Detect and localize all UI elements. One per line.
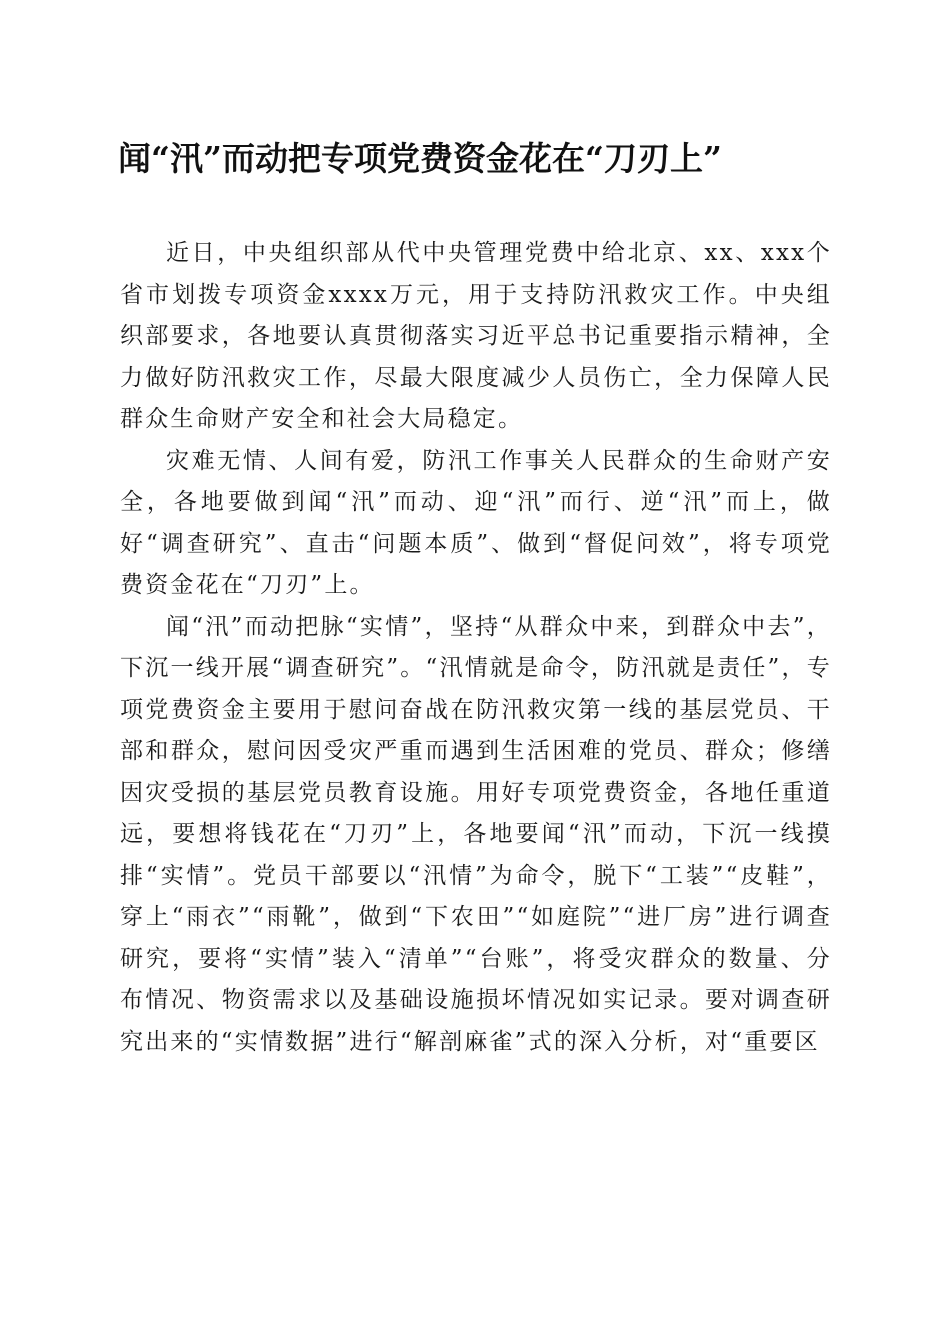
paragraph-2: 灾难无情、人间有爱，防汛工作事关人民群众的生命财产安全，各地要做到闻“汛”而动、迎“汛”而行、逆“汛”而上，做好“调查研究”、直击“问题本质”、做到“督促问效”，将专项党费资金花在“刀刃”上。 (120, 447, 832, 598)
document-body (120, 233, 832, 1063)
document-title: 闻“汛”而动把专项党费资金花在“刀刃上” (118, 139, 722, 178)
paragraph-1: 近日，中央组织部从代中央管理党费中给北京、xx、xxx个省市划拨专项资金xxxx万元，用于支持防汛救灾工作。中央组织部要求，各地要认真贯彻落实习近平总书记重要指示精神，全力做好防汛救灾工作，尽最大限度减少人员伤亡，全力保障人民群众生命财产安全和社会大局稳定。 (120, 240, 832, 432)
paragraph-3: 闻“汛”而动把脉“实情”，坚持“从群众中来，到群众中去”，下沉一线开展“调查研究”。“汛情就是命令，防汛就是责任”，专项党费资金主要用于慰问奋战在防汛救灾第一线的基层党员、干部和群众，慰问因受灾严重而遇到生活困难的党员、群众；修缮因灾受损的基层党员教育设施。用好专项党费资金，各地任重道远，要想将钱花在“刀刃”上，各地要闻“汛”而动，下沉一线摸排“实情”。党员干部要以“汛情”为命令，脱下“工装”“皮鞋”，穿上“雨衣”“雨靴”，做到“下农田”“如庭院”“进厂房”进行调查研究，要将“实情”装入“清单”“台账”，将受灾群众的数量、分布情况、物资需求以及基础设施损坏情况如实记录。要对调查研究出来的“实情数据”进行“解剖麻雀”式的深入分析，对“重要区 (120, 613, 832, 1055)
